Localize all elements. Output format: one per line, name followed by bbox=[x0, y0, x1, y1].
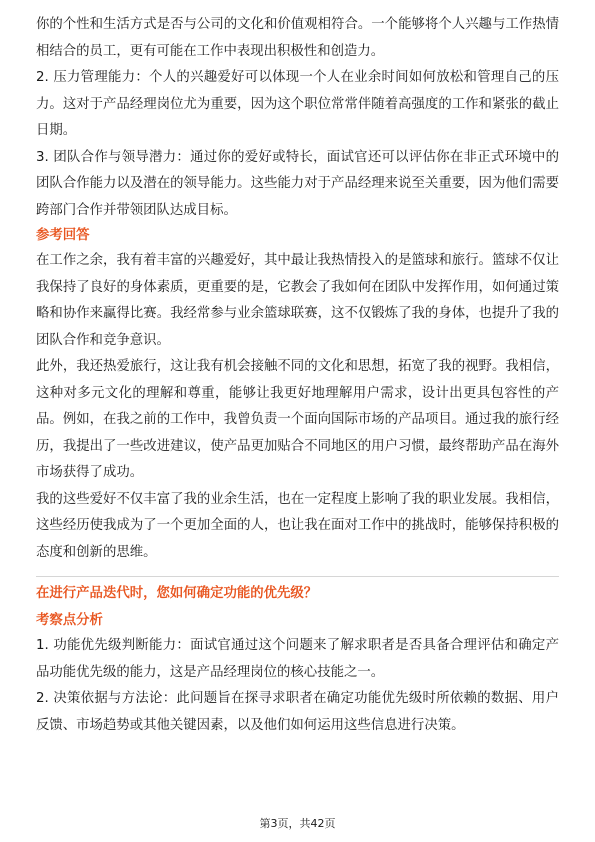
page-number: 第3页，共42页 bbox=[259, 817, 336, 830]
question-title: 在进行产品迭代时，您如何确定功能的优先级？ bbox=[36, 586, 318, 601]
top-paragraph-3: 3. 团队合作与领导潜力：通过你的爱好或特长，面试官还可以评估你在非正式环境中的团队合作能力以及潜在的领导能力。这些能力对于产品经理来说至关重要，因为他们需要跨部门合作并带领团队达成目标。 bbox=[36, 149, 559, 218]
top-paragraph-1: 你的个性和生活方式是否与公司的文化和价值观相符合。一个能够将个人兴趣与工作热情相结合的员工，更有可能在工作中表现出积极性和创造力。 bbox=[36, 17, 559, 59]
analysis-paragraph-1: 1. 功能优先级判断能力：面试官通过这个问题来了解求职者是否具备合理评估和确定产品功能优先级的能力，这是产品经理岗位的核心技能之一。 bbox=[36, 638, 559, 680]
answer-paragraph-3: 我的这些爱好不仅丰富了我的业余生活，也在一定程度上影响了我的职业发展。我相信，这些经历使我成为了一个更加全面的人，也让我在面对工作中的挑战时，能够保持积极的态度和创新的思维。 bbox=[36, 491, 559, 560]
section-divider bbox=[36, 576, 559, 577]
analysis-heading: 考察点分析 bbox=[36, 613, 103, 628]
answer-paragraph-1: 在工作之余，我有着丰富的兴趣爱好，其中最让我热情投入的是篮球和旅行。篮球不仅让我保持了良好的身体素质，更重要的是，它教会了我如何在团队中发挥作用，如何通过策略和协作来赢得比赛。我经常参与业余篮球联赛，这不仅锻炼了我的身体，也提升了我的团队合作和竞争意识。 bbox=[36, 253, 559, 348]
analysis-paragraph-2: 2. 决策依据与方法论：此问题旨在探寻求职者在确定功能优先级时所依赖的数据、用户反馈、市场趋势或其他关键因素，以及他们如何运用这些信息进行决策。 bbox=[36, 691, 559, 733]
reference-answer-heading: 参考回答 bbox=[36, 228, 90, 243]
document-page bbox=[36, 12, 559, 739]
answer-paragraph-2: 此外，我还热爱旅行，这让我有机会接触不同的文化和思想，拓宽了我的视野。我相信，这种对多元文化的理解和尊重，能够让我更好地理解用户需求，设计出更具包容性的产品。例如，在我之前的工作中，我曾负责一个面向国际市场的产品项目。通过我的旅行经历，我提出了一些改进建议，使产品更加贴合不同地区的用户习惯，最终帮助产品在海外市场获得了成功。 bbox=[36, 359, 559, 480]
top-paragraph-2: 2. 压力管理能力：个人的兴趣爱好可以体现一个人在业余时间如何放松和管理自己的压力。这对于产品经理岗位尤为重要，因为这个职位常常伴随着高强度的工作和紧张的截止日期。 bbox=[36, 70, 559, 138]
